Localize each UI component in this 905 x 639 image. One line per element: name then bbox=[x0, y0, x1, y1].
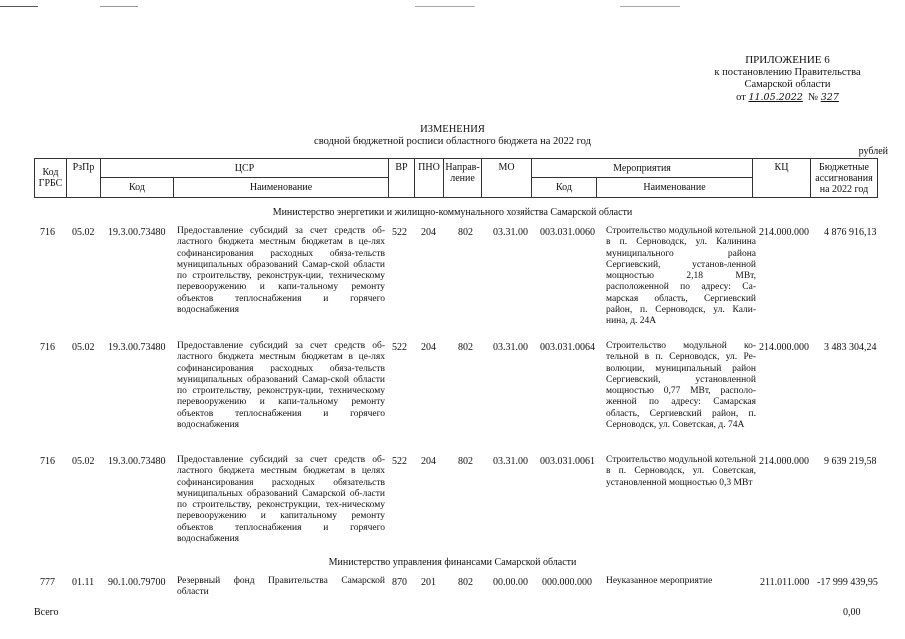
header-vr: ВР bbox=[389, 159, 415, 198]
header-assignments: Бюджетные ассигнования на 2022 год bbox=[811, 159, 878, 198]
cell-napr: 802 bbox=[458, 227, 473, 238]
cell-vr: 522 bbox=[392, 342, 407, 353]
table-header bbox=[34, 158, 878, 198]
cell-vr: 522 bbox=[392, 227, 407, 238]
header-kod-grbs: Код ГРБС bbox=[35, 159, 67, 198]
cell-csr: 90.1.00.79700 bbox=[108, 577, 166, 588]
cell-grbs: 777 bbox=[40, 577, 55, 588]
document-subtitle: сводной бюджетной росписи областного бюджета на 2022 год bbox=[314, 136, 591, 147]
cell-pno: 204 bbox=[421, 227, 436, 238]
cell-kc: 214.000.000 bbox=[759, 456, 809, 467]
header-csr: ЦСР bbox=[101, 159, 389, 178]
cell-rzpr: 05.02 bbox=[72, 227, 95, 238]
cell-name: Предоставление субсидий за счет средств об-ластного бюджета местным бюджетам в це-лях софинансирования расходных обяза-тельств муниципальных образований Самар-ской области по строительству, реконструк-ции, техническому перевооружению и капи-тальному ремонту объектов теплоснабжения и горячего водоснабжения bbox=[177, 341, 385, 431]
cell-mo: 00.00.00 bbox=[493, 577, 528, 588]
cell-vr: 870 bbox=[392, 577, 407, 588]
cell-napr: 802 bbox=[458, 577, 473, 588]
cell-csr: 19.3.00.73480 bbox=[108, 227, 166, 238]
cell-rzpr: 05.02 bbox=[72, 342, 95, 353]
cell-pno: 201 bbox=[421, 577, 436, 588]
scan-edge-mark bbox=[415, 6, 475, 7]
total-label: Всего bbox=[34, 607, 59, 618]
cell-napr: 802 bbox=[458, 342, 473, 353]
document-title: ИЗМЕНЕНИЯ bbox=[420, 124, 485, 135]
cell-name: Предоставление субсидий за счет средств об-ластного бюджета местным бюджетам в целях софинансирования расходных обязательств муниципальных образований Самарской об-ласти по строительству, реконструкции, тех-ническому перевооружению и капитальному ремонту объектов теплоснабжения и горячего водоснабжения bbox=[177, 455, 385, 545]
handwritten-number: 327 bbox=[820, 91, 839, 103]
scan-edge-mark bbox=[100, 6, 138, 7]
cell-napr: 802 bbox=[458, 456, 473, 467]
cell-mer-kod: 003.031.0060 bbox=[540, 227, 595, 238]
cell-grbs: 716 bbox=[40, 227, 55, 238]
cell-mer-name: Неуказанное мероприятие bbox=[606, 576, 713, 586]
cell-mer-name: Строительство модульной котельной в п. Серноводск, ул. Калинина муниципального района Сергиевский, установ-ленной мощностью 2,18 МВт, расположенной по адресу: Са-марская область, Сергиевский район, п. Серноводск, ул. Кали-нина, д. 24А bbox=[606, 226, 756, 327]
header-mo: МО bbox=[482, 159, 532, 198]
ministry-heading: Министерство управления финансами Самарской области bbox=[328, 557, 577, 568]
units-label: рублей bbox=[858, 146, 888, 157]
cell-mo: 03.31.00 bbox=[493, 342, 528, 353]
cell-mer-kod: 000.000.000 bbox=[542, 577, 592, 588]
header-napravlenie: Направ-ление bbox=[444, 159, 482, 198]
cell-rzpr: 05.02 bbox=[72, 456, 95, 467]
cell-csr: 19.3.00.73480 bbox=[108, 456, 166, 467]
header-csr-name: Наименование bbox=[174, 178, 389, 198]
appendix-number: ПРИЛОЖЕНИЕ 6 bbox=[745, 54, 830, 66]
cell-csr: 19.3.00.73480 bbox=[108, 342, 166, 353]
appendix-date-line: от 11.05.2022 № 327 bbox=[736, 91, 839, 103]
cell-mer-kod: 003.031.0064 bbox=[540, 342, 595, 353]
total-amount: 0,00 bbox=[843, 607, 861, 618]
header-meropriyatiya: Мероприятия bbox=[532, 159, 753, 178]
header-mer-name: Наименование bbox=[597, 178, 753, 198]
ministry-heading: Министерство энергетики и жилищно-коммунального хозяйства Самарской области bbox=[272, 207, 633, 218]
cell-kc: 211.011.000 bbox=[760, 577, 810, 588]
cell-kc: 214.000.000 bbox=[759, 227, 809, 238]
appendix-header bbox=[700, 54, 875, 104]
cell-mer-name: Строительство модульной ко-тельной в п. Серноводск, ул. Ре-волюции, муниципальный район Сергиевский, установленной мощностью 0,77 МВт, располо-женной по адресу: Самарская область, Сергиевский район, п. Серноводск, ул. Советская, д. 74А bbox=[606, 341, 756, 431]
cell-amount: 3 483 304,24 bbox=[824, 342, 877, 353]
header-mer-kod: Код bbox=[532, 178, 597, 198]
scan-edge-mark bbox=[620, 6, 680, 7]
header-kc: КЦ bbox=[753, 159, 811, 198]
appendix-resolution: к постановлению Правительства bbox=[714, 66, 861, 78]
cell-pno: 204 bbox=[421, 342, 436, 353]
cell-grbs: 716 bbox=[40, 342, 55, 353]
cell-amount: -17 999 439,95 bbox=[817, 577, 878, 588]
appendix-region: Самарской области bbox=[744, 79, 831, 90]
cell-amount: 4 876 916,13 bbox=[824, 227, 877, 238]
handwritten-date: 11.05.2022 bbox=[748, 91, 803, 103]
cell-vr: 522 bbox=[392, 456, 407, 467]
cell-name: Резервный фонд Правительства Самарской области bbox=[177, 576, 385, 598]
scan-edge-mark bbox=[0, 6, 38, 7]
cell-amount: 9 639 219,58 bbox=[824, 456, 877, 467]
header-pno: ПНО bbox=[415, 159, 444, 198]
cell-mo: 03.31.00 bbox=[493, 456, 528, 467]
cell-name: Предоставление субсидий за счет средств об-ластного бюджета местным бюджетам в це-лях софинансирования расходных обяза-тельств муниципальных образований Самар-ской области по строительству, реконструк-ции, техническому перевооружению и капи-тальному ремонту объектов теплоснабжения и горячего водоснабжения bbox=[177, 226, 385, 316]
cell-mo: 03.31.00 bbox=[493, 227, 528, 238]
cell-rzpr: 01.11 bbox=[72, 577, 95, 588]
cell-pno: 204 bbox=[421, 456, 436, 467]
header-rzpr: РзПр bbox=[67, 159, 101, 198]
cell-mer-name: Строительство модульной котельной в п. Серноводск, ул. Советская, установленной мощностью 0,3 МВт bbox=[606, 455, 756, 488]
header-csr-kod: Код bbox=[101, 178, 174, 198]
cell-grbs: 716 bbox=[40, 456, 55, 467]
cell-kc: 214.000.000 bbox=[759, 342, 809, 353]
cell-mer-kod: 003.031.0061 bbox=[540, 456, 595, 467]
